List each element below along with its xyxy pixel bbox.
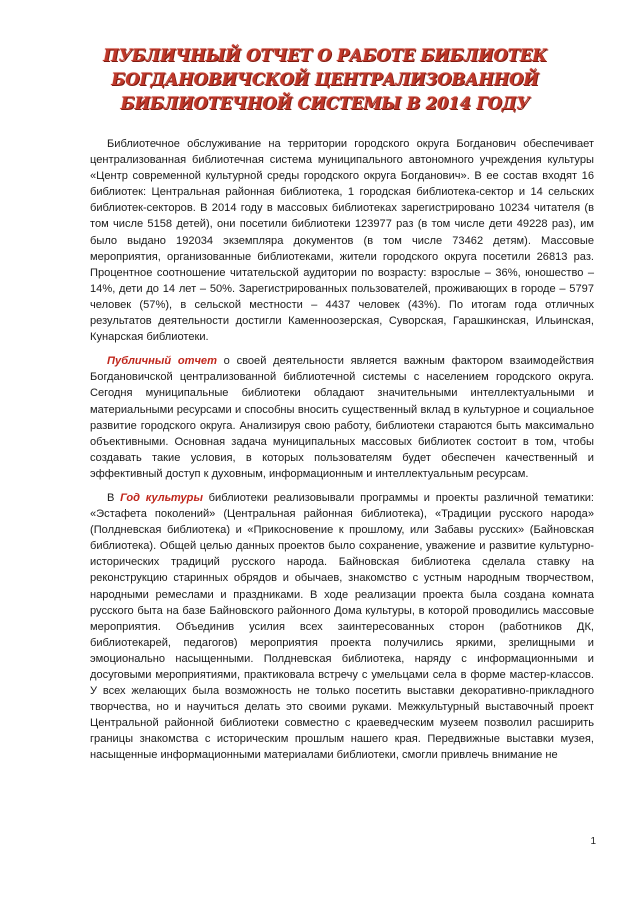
public-report-highlight: Публичный отчет <box>107 355 217 368</box>
paragraph-year-of-culture <box>90 490 594 764</box>
title-line-1: ПУБЛИЧНЫЙ ОТЧЕТ О РАБОТЕ БИБЛИОТЕК <box>103 46 547 65</box>
paragraph-library-service: Библиотечное обслуживание на территории городского округа Богданович обеспечивает централизованная библиотечная система муниципального автономного учреждения культуры «Центр современной культурной среды городского округа Богданович». В ее состав входят 16 библиотек: Центральная районная библиотека, 1 городская библиотека-сектор и 14 сельских библиотек-секторов. В 2014 году в массовых библиотеках зарегистрировано 10234 читателя (в том числе 5158 детей), они посетили библиотеки 123977 раз (в том числе дети 49228 раз), им было выдано 192034 экземпляра документов (в том числе 73462 детям). Массовые мероприятия, организованные библиотеками, жители городского округа посетили 26813 раз. Процентное соотношение читательской аудитории по возрасту: взрослые – 36%, юношество – 14%, дети до 14 лет – 50%. Зарегистрированных пользователей, проживающих в городе – 5797 человек (57%), в сельской местности – 4437 человек (43%). По итогам года отличных результатов деятельности достигли Каменноозерская, Суворская, Гарашкинская, Ильинская, Кунарская библиотеки. <box>90 138 594 344</box>
year-of-culture-text: библиотеки реализовывали программы и проекты различной тематики: «Эстафета поколений» (Центральная районная библиотека), «Традиции русского народа» (Полдневская библиотека) и «Прикосновение к прошлому, или Забавы русских» (Байновская библиотека). Общей целью данных проектов было сохранение, уважение и развитие культурно-исторических традиций русского народа. Байновская библиотека сделала ставку на реконструкцию старинных обрядов и обычаев, знакомство с устным народным творчеством, народными ремеслами и праздниками. В ходе реализации проекта была создана комната русского быта на базе Байновского районного Дома культуры, в которой проводились массовые мероприятия. Объединив усилия всех заинтересованных сторон (работников ДК, библиотекарей, педагогов) мероприятия проекта получились яркими, зрелищными и эмоционально насыщенными. Полдневская библиотека, наряду с информационными и досуговыми мероприятиями, практиковала встречу с умельцами села в форме мастер-классов. У всех желающих была возможность не только посетить выставки декоративно-прикладного творчества, но и научиться делать это своими руками. Межкультурный выставочный проект Центральной районной библиотеки совместно с краеведческим музеем позволил расширить границы знакомства с историческим прошлым нашего края. Передвижные выставки музея, насыщенные информационными материалами библиотеки, смогли привлечь внимание не <box>90 491 594 762</box>
page-number: 1 <box>590 836 596 847</box>
year-of-culture-lead: В <box>107 491 121 504</box>
report-title <box>75 44 575 116</box>
public-report-text: о своей деятельности является важным фактором взаимодействия Богдановичской централизованной библиотечной системы с населением городского округа. Сегодня муниципальные библиотеки обладают значительными интеллектуальными и материальными ресурсами и способны вносить существенный вклад в культурное и социальное развитие городского округа. Анализируя свою работу, библиотеки стараются быть максимально объективными. Основная задача муниципальных массовых библиотек состоит в том, чтобы создавать такие условия, в которых пользователям будет обеспечен качественный и эффективный доступ к духовным, информационным и интеллектуальным ресурсам. <box>90 355 594 480</box>
paragraph-public-report <box>90 353 594 482</box>
year-of-culture-highlight: Год культуры <box>120 491 203 504</box>
title-line-3: БИБЛИОТЕЧНОЙ СИСТЕМЫ В 2014 ГОДУ <box>120 94 530 113</box>
report-body <box>90 136 594 764</box>
title-line-2: БОГДАНОВИЧСКОЙ ЦЕНТРАЛИЗОВАННОЙ <box>111 70 539 89</box>
